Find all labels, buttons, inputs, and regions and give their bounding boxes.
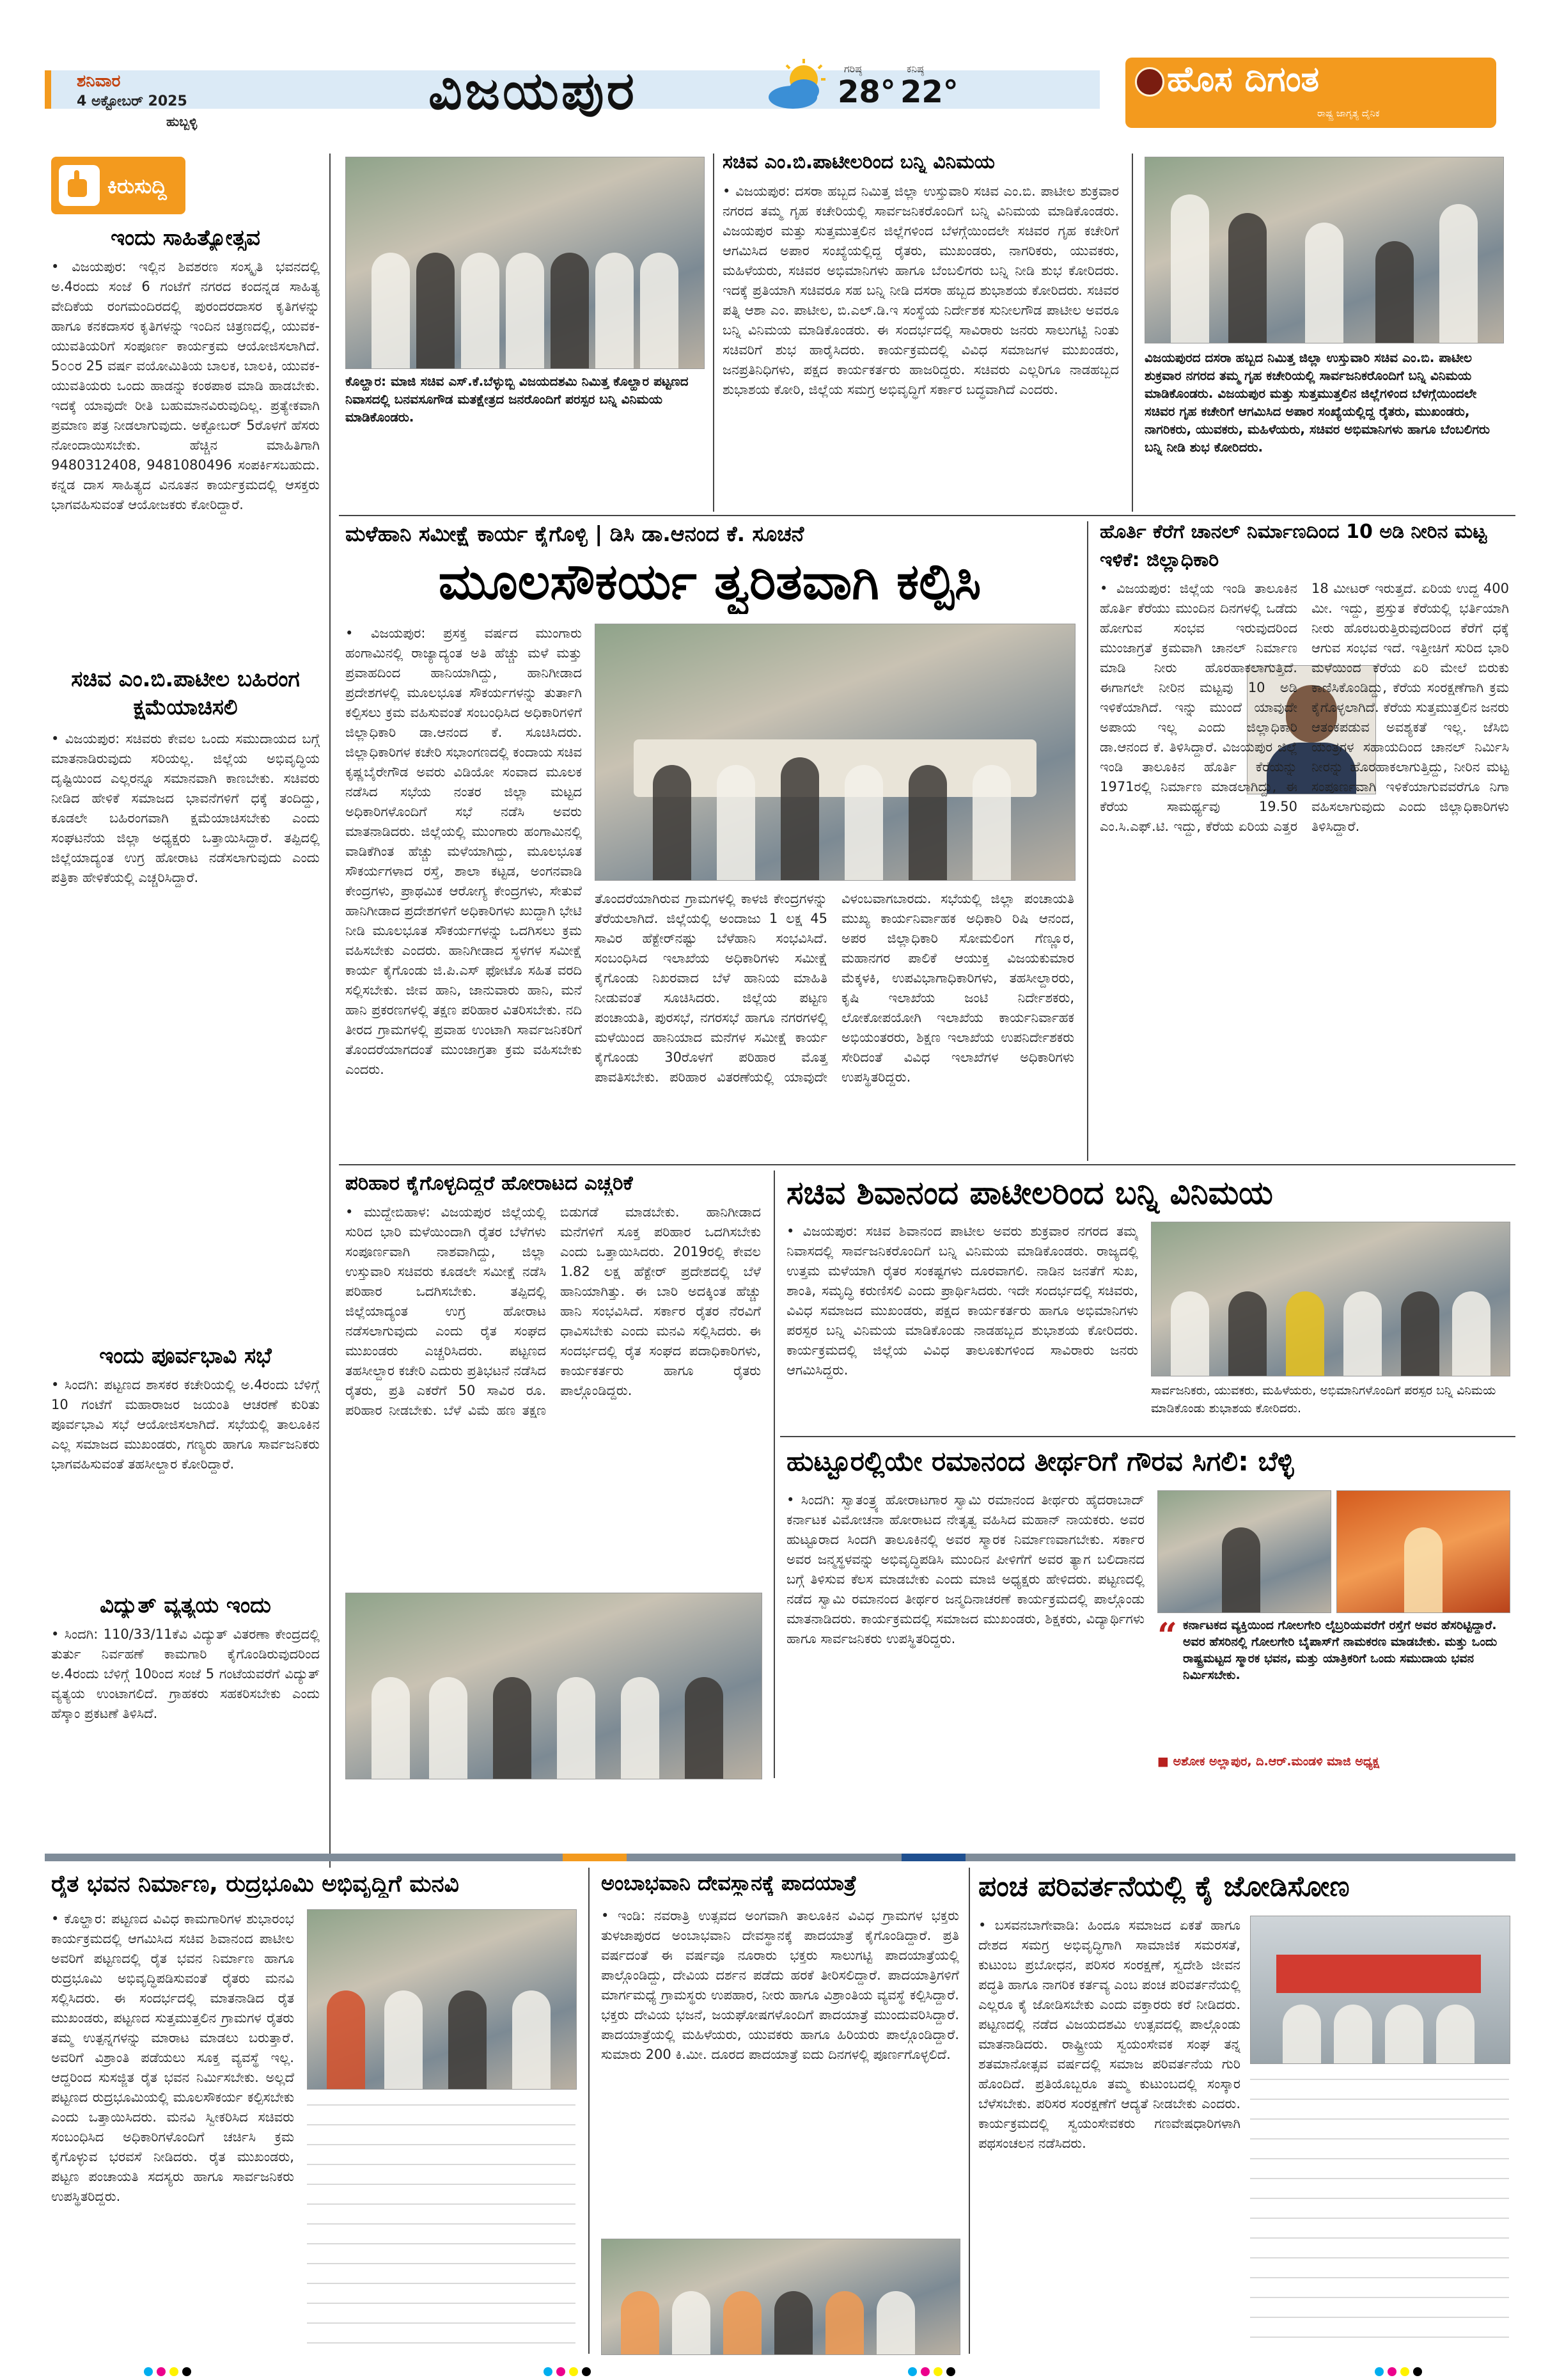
lead-body-left: • ವಿಜಯಪುರ: ಪ್ರಸಕ್ತ ವರ್ಷದ ಮುಂಗಾರು ಹಂಗಾಮಿನಲ್ಲಿ ರಾಜ್ಯಾದ್ಯಂತ ಅತಿ ಹೆಚ್ಚು ಮಳೆ ಮತ್ತು ಪ್ರವಾಹದಿಂದ ಹಾನಿಯಾಗಿದ್ದು, ಹಾನಿಗೀಡಾದ ಪ್ರದೇಶಗಳಲ್ಲಿ ಮೂಲಭೂತ ಸೌಕರ್ಯಗಳನ್ನು ತುರ್ತಾಗಿ ಕಲ್ಪಿಸಲು ಕ್ರಮ ವಹಿಸುವಂತೆ ಸಂಬಂಧಿಸಿದ ಅಧಿಕಾರಿಗಳಿಗೆ ಜಿಲ್ಲಾಧಿಕಾರಿ ಡಾ.ಆನಂದ ಕೆ. ಸೂಚಿಸಿದರು. ಜಿಲ್ಲಾಧಿಕಾರಿಗಳ ಕಚೇರಿ ಸಭಾಂಗಣದಲ್ಲಿ ಕಂದಾಯ ಸಚಿವ ಕೃಷ್ಣಬೈರೇಗೌಡ ಅವರು ವಿಡಿಯೋ ಸಂವಾದ ಮೂಲಕ ನಡೆಸಿದ ಸಭೆಯ ನಂತರ ಜಿಲ್ಲಾ ಮಟ್ಟದ ಅಧಿಕಾರಿಗಳೊಂದಿಗೆ ಸಭೆ ನಡೆಸಿ ಅವರು ಮಾತನಾಡಿದರು. ಜಿಲ್ಲೆಯಲ್ಲಿ ಮುಂಗಾರು ಹಂಗಾಮಿನಲ್ಲಿ ವಾಡಿಕೆಗಿಂತ ಹೆಚ್ಚು ಮಳೆಯಾಗಿದ್ದು, ಮೂಲಭೂತ ಸೌಕರ್ಯಗಳಾದ ರಸ್ತೆ, ಶಾಲಾ ಕಟ್ಟಡ, ಅಂಗನವಾಡಿ ಕೇಂದ್ರಗಳು, ಪ್ರಾಥಮಿಕ ಆರೋಗ್ಯ ಕೇಂದ್ರಗಳು, ಸೇತುವೆ ಹಾನಿಗೀಡಾದ ಪ್ರದೇಶಗಳಿಗೆ ಅಧಿಕಾರಿಗಳು ಖುದ್ದಾಗಿ ಭೇಟಿ ನೀಡಿ ಮೂಲಭೂತ ಸೌಕರ್ಯಗಳನ್ನು ಒದಗಿಸಲು ಕ್ರಮ ವಹಿಸಬೇಕು ಎಂದರು. ಹಾನಿಗೀಡಾದ ಸ್ಥಳಗಳ ಸಮೀಕ್ಷೆ ಕಾರ್ಯ ಕೈಗೊಂಡು ಜಿ.ಪಿ.ಎಸ್ ಫೋಟೊ ಸಹಿತ ವರದಿ ಸಲ್ಲಿಸಬೇಕು. ಜೀವ ಹಾನಿ, ಜಾನುವಾರು ಹಾನಿ, ಮನೆ ಹಾನಿ ಪ್ರಕರಣಗಳಲ್ಲಿ ತಕ್ಷಣ ಪರಿಹಾರ ವಿತರಿಸಬೇಕು. ನದಿ ತೀರದ ಗ್ರಾಮಗಳಲ್ಲಿ ಪ್ರವಾಹ ಉಂಟಾಗಿ ಸಾರ್ವಜನಿಕರಿಗೆ ತೊಂದರೆಯಾಗದಂತೆ ಮುಂಜಾಗ್ರತಾ ಕ್ರಮ ವಹಿಸಬೇಕು ಎಂದರು. xyxy=(345,626,582,1077)
column-rule-left xyxy=(329,154,331,1868)
shivananda-headline: ಸಚಿವ ಶಿವಾನಂದ ಪಾಟೀಲರಿಂದ ಬನ್ನಿ ವಿನಿಮಯ xyxy=(786,1174,1273,1211)
bottom-3-body: • ಬಸವನಬಾಗೇವಾಡಿ: ಹಿಂದೂ ಸಮಾಜದ ಏಕತೆ ಹಾಗೂ ದೇಶದ ಸಮಗ್ರ ಅಭಿವೃದ್ಧಿಗಾಗಿ ಸಾಮಾಜಿಕ ಸಮರಸತೆ, ಕುಟುಂಬ ಪ್ರಬೋಧನ, ಪರಿಸರ ಸಂರಕ್ಷಣೆ, ಸ್ವದೇಶಿ ಜೀವನ ಪದ್ಧತಿ ಹಾಗೂ ನಾಗರಿಕ ಕರ್ತವ್ಯ ಎಂಬ ಪಂಚ ಪರಿವರ್ತನೆಯಲ್ಲಿ ಎಲ್ಲರೂ ಕೈ ಜೋಡಿಸಬೇಕು ಎಂದು ವಕ್ತಾರರು ಕರೆ ನೀಡಿದರು. ಪಟ್ಟಣದಲ್ಲಿ ನಡೆದ ವಿಜಯದಶಮಿ ಉತ್ಸವದಲ್ಲಿ ಪಾಲ್ಗೊಂಡು ಮಾತನಾಡಿದರು. ರಾಷ್ಟ್ರೀಯ ಸ್ವಯಂಸೇವಕ ಸಂಘ ತನ್ನ ಶತಮಾನೋತ್ಸವ ವರ್ಷದಲ್ಲಿ ಸಮಾಜ ಪರಿವರ್ತನೆಯ ಗುರಿ ಹೊಂದಿದೆ. ಪ್ರತಿಯೊಬ್ಬರೂ ತಮ್ಮ ಕುಟುಂಬದಲ್ಲಿ ಸಂಸ್ಕಾರ ಬೆಳೆಸಬೇಕು. ಪರಿಸರ ಸಂರಕ್ಷಣೆಗೆ ಆದ್ಯತೆ ನೀಡಬೇಕು ಎಂದರು. ಕಾರ್ಯಕ್ರಮದಲ್ಲಿ ಸ್ವಯಂಸೇವಕರು ಗಣವೇಷಧಾರಿಗಳಾಗಿ ಪಥಸಂಚಲನ ನಡೆಸಿದರು. xyxy=(978,1918,1240,2151)
paper-tagline: ರಾಷ್ಟ್ರ ಜಾಗೃತ್ಯ ದೈನಿಕ xyxy=(1317,107,1380,119)
column-rule-top-2 xyxy=(1132,154,1133,512)
brief-3-body: • ಸಿಂದಗಿ: ಪಟ್ಟಣದ ಶಾಸಕರ ಕಚೇರಿಯಲ್ಲಿ ಅ.4ರಂದು ಬೆಳಿಗ್ಗೆ 10 ಗಂಟೆಗೆ ಮಹಾರಾಜರ ಜಯಂತಿ ಆಚರಣೆ ಕುರಿತು ಪೂರ್ವಭಾವಿ ಸಭೆ ಆಯೋಜಿಸಲಾಗಿದೆ. ಸಭೆಯಲ್ಲಿ ತಾಲೂಕಿನ ಎಲ್ಲ ಸಮಾಜದ ಮುಖಂಡರು, ಗಣ್ಯರು ಹಾಗೂ ಸಾರ್ವಜನಿಕರು ಭಾಗವಹಿಸುವಂತೆ ತಹಸೀಲ್ದಾರ ಕೋರಿದ್ದಾರೆ. xyxy=(51,1377,320,1472)
bottom-1-photo xyxy=(307,1909,577,2090)
brief-4-body: • ಸಿಂದಗಿ: 110/33/11ಕೆವಿ ವಿದ್ಯುತ್ ವಿತರಣಾ ಕೇಂದ್ರದಲ್ಲಿ ತುರ್ತು ನಿರ್ವಹಣೆ ಕಾಮಗಾರಿ ಕೈಗೊಂಡಿರುವುದರಿಂದ ಅ.4ರಂದು ಬೆಳಿಗ್ಗೆ 10ರಿಂದ ಸಂಜೆ 5 ಗಂಟೆಯವರೆಗೆ ವಿದ್ಯುತ್ ವ್ಯತ್ಯಯ ಉಂಟಾಗಲಿದೆ. ಗ್ರಾಹಕರು ಸಹಕರಿಸಬೇಕು ಎಂದು ಹೆಸ್ಕಾಂ ಪ್ರಕಟಣೆ ತಿಳಿಸಿದೆ. xyxy=(51,1627,320,1721)
paper-name: ಹೊಸ ದಿಗಂತ xyxy=(1167,59,1320,99)
meeting-photo xyxy=(595,624,1076,881)
ramananda-photo-speaker xyxy=(1157,1490,1331,1613)
kolhar-photo-caption: ಕೊಲ್ಹಾರ: ಮಾಜಿ ಸಚಿವ ಎಸ್.ಕೆ.ಬೆಳ್ಳುಬ್ಬಿ ವಿಜಯದಶಮಿ ನಿಮಿತ್ತ ಕೊಲ್ಹಾರ ಪಟ್ಟಣದ ನಿವಾಸದಲ್ಲಿ ಬನವಸೂಗೌಡ ಮತಕ್ಷೇತ್ರದ ಜನರೊಂದಿಗೆ ಪರಸ್ಪರ ಬನ್ನಿ ವಿನಿಮಯ ಮಾಡಿಕೊಂಡರು. xyxy=(345,374,689,425)
brief-2-body: • ವಿಜಯಪುರ: ಸಚಿವರು ಕೇವಲ ಒಂದು ಸಮುದಾಯದ ಬಗ್ಗೆ ಮಾತನಾಡಿರುವುದು ಸರಿಯಲ್ಲ. ಜಿಲ್ಲೆಯ ಅಭಿವೃದ್ಧಿಯ ದೃಷ್ಟಿಯಿಂದ ಎಲ್ಲರನ್ನೂ ಸಮಾನವಾಗಿ ಕಾಣಬೇಕು. ಸಚಿವರು ನೀಡಿದ ಹೇಳಿಕೆ ಸಮಾಜದ ಭಾವನೆಗಳಿಗೆ ಧಕ್ಕೆ ತಂದಿದ್ದು, ಕೂಡಲೇ ಬಹಿರಂಗವಾಗಿ ಕ್ಷಮೆಯಾಚಿಸಬೇಕು ಎಂದು ಸಂಘಟನೆಯ ಜಿಲ್ಲಾ ಅಧ್ಯಕ್ಷರು ಒತ್ತಾಯಿಸಿದ್ದಾರೆ. ತಪ್ಪಿದಲ್ಲಿ ಜಿಲ್ಲೆಯಾದ್ಯಂತ ಉಗ್ರ ಹೋರಾಟ ನಡೆಸಲಾಗುವುದು ಎಂದು ಪತ್ರಿಕಾ ಹೇಳಿಕೆಯಲ್ಲಿ ಎಚ್ಚರಿಸಿದ್ದಾರೆ. xyxy=(51,731,320,885)
shivananda-photo xyxy=(1151,1222,1510,1376)
masthead-orange-bar xyxy=(45,70,51,109)
rule-under-top-band xyxy=(339,515,1515,516)
masthead-edition: ಹುಬ್ಬಳ್ಳಿ xyxy=(166,114,198,129)
ramananda-photo-portrait xyxy=(1336,1490,1510,1613)
max-temp-label: ಗರಿಷ್ಠ xyxy=(844,63,862,75)
mb-patil-photo xyxy=(1145,157,1504,343)
ramananda-body: • ಸಿಂದಗಿ: ಸ್ವಾತಂತ್ರ್ಯ ಹೋರಾಟಗಾರ ಸ್ವಾಮಿ ರಮಾನಂದ ತೀರ್ಥರು ಹೈದರಾಬಾದ್ ಕರ್ನಾಟಕ ವಿಮೋಚನಾ ಹೋರಾಟದ ನೇತೃತ್ವ ವಹಿಸಿದ ಮಹಾನ್ ನಾಯಕರು. ಅವರ ಹುಟ್ಟೂರಾದ ಸಿಂದಗಿ ತಾಲೂಕಿನಲ್ಲಿ ಅವರ ಸ್ಮಾರಕ ನಿರ್ಮಾಣವಾಗಬೇಕು. ಸರ್ಕಾರ ಅವರ ಜನ್ಮಸ್ಥಳವನ್ನು ಅಭಿವೃದ್ಧಿಪಡಿಸಿ ಮುಂದಿನ ಪೀಳಿಗೆಗೆ ಅವರ ತ್ಯಾಗ ಬಲಿದಾನದ ಬಗ್ಗೆ ತಿಳಿಸುವ ಕೆಲಸ ಮಾಡಬೇಕು ಎಂದು ಮಾಜಿ ಅಧ್ಯಕ್ಷರು ಹೇಳಿದರು. ಪಟ್ಟಣದಲ್ಲಿ ನಡೆದ ಸ್ವಾಮಿ ರಮಾನಂದ ತೀರ್ಥರ ಜನ್ಮದಿನಾಚರಣೆ ಕಾರ್ಯಕ್ರಮದಲ್ಲಿ ಪಾಲ್ಗೊಂಡು ಮಾತನಾಡಿದರು. ಕಾರ್ಯಕ್ರಮದಲ್ಲಿ ಸಮಾಜದ ಮುಖಂಡರು, ಶಿಕ್ಷಕರು, ವಿದ್ಯಾರ್ಥಿಗಳು ಹಾಗೂ ಸಾರ್ವಜನಿಕರು ಉಪಸ್ಥಿತರಿದ್ದರು. xyxy=(786,1492,1145,1646)
brief-1-body: • ವಿಜಯಪುರ: ಇಲ್ಲಿನ ಶಿವಶರಣ ಸಂಸ್ಕೃತಿ ಭವನದಲ್ಲಿ ಅ.4ರಂದು ಸಂಜೆ 6 ಗಂಟೆಗೆ ನಗರದ ಕಂದನ್ನಡ ಸಾಹಿತ್ಯ ವೇದಿಕೆಯ ರಂಗಮಂದಿರದಲ್ಲಿ ಪುರಂದರದಾಸರ ಕೃತಿಗಳನ್ನು ಹಾಗೂ ಕನಕದಾಸರ ಕೃತಿಗಳನ್ನು ಇಂದಿನ ಚಿತ್ರಣದಲ್ಲಿ, ಯುವಕ-ಯುವತಿಯರಿಗೆ ಸಂಪೂರ್ಣ ಕಾರ್ಯಕ್ರಮ ಆಯೋಜಿಸಲಾಗಿದೆ. 5೦೦ರ 25 ವರ್ಷ ವಯೋಮಿತಿಯ ಬಾಲಕ, ಬಾಲಕಿ, ಯುವಕ-ಯುವತಿಯರು ಒಂದು ಹಾಡನ್ನು ಕಂಠಪಾಠ ಮಾಡಿ ಹಾಡಬೇಕು. ಇದಕ್ಕೆ ಯಾವುದೇ ರೀತಿ ಬಹುಮಾನವಿರುವುದಿಲ್ಲ. ಪ್ರತ್ಯೇಕವಾಗಿ ಪ್ರಮಾಣ ಪತ್ರ ನೀಡಲಾಗುವುದು. ಅಕ್ಟೋಬರ್ 5ರೊಳಗೆ ಹೆಸರು ನೋಂದಾಯಿಸಬೇಕು. ಹೆಚ್ಚಿನ ಮಾಹಿತಿಗಾಗಿ 9480312408, 9481080496 ಸಂಪರ್ಕಿಸಬಹುದು. ಕನ್ನಡ ದಾಸ ಸಾಹಿತ್ಯದ ವಿನೂತನ ಕಾರ್ಯಕ್ರಮದಲ್ಲಿ ಆಸಕ್ತರು ಭಾಗವಹಿಸುವಂತೆ ಆಯೋಜಕರು ಕೋರಿದ್ದಾರೆ. xyxy=(51,259,320,512)
weather-sun-cloud-icon xyxy=(764,58,834,115)
rule-under-lead xyxy=(339,1164,1515,1165)
paper-logo-emblem-icon xyxy=(1135,67,1164,97)
shivananda-photo-caption: ಸಾರ್ವಜನಿಕರು, ಯುವಕರು, ಮಹಿಳೆಯರು, ಅಭಿಮಾನಿಗಳೊಂದಿಗೆ ಪರಸ್ಪರ ಬನ್ನಿ ವಿನಿಮಯ ಮಾಡಿಕೊಂಡು ಶುಭಾಶಯ ಕೋರಿದರು. xyxy=(1151,1383,1496,1415)
bottom-3-headline: ಪಂಚ ಪರಿವರ್ತನೆಯಲ್ಲಿ ಕೈ ಜೋಡಿಸೋಣ xyxy=(978,1870,1350,1903)
column-rule-bottom-2 xyxy=(969,1868,970,2354)
lead-body-right: ತೊಂದರೆಯಾಗಿರುವ ಗ್ರಾಮಗಳಲ್ಲಿ ಕಾಳಜಿ ಕೇಂದ್ರಗಳನ್ನು ತೆರೆಯಲಾಗಿದೆ. ಜಿಲ್ಲೆಯಲ್ಲಿ ಅಂದಾಜು 1 ಲಕ್ಷ 45 ಸಾವಿರ ಹೆಕ್ಟೇರ್‌ನಷ್ಟು ಬೆಳೆಹಾನಿ ಸಂಭವಿಸಿದೆ. ಸಂಬಂಧಿಸಿದ ಇಲಾಖೆಯ ಅಧಿಕಾರಿಗಳು ಸಮೀಕ್ಷೆ ಕೈಗೊಂಡು ನಿಖರವಾದ ಬೆಳೆ ಹಾನಿಯ ಮಾಹಿತಿ ನೀಡುವಂತೆ ಸೂಚಿಸಿದರು. ಜಿಲ್ಲೆಯ ಪಟ್ಟಣ ಪಂಚಾಯತಿ, ಪುರಸಭೆ, ನಗರಸಭೆ ಹಾಗೂ ನಗರಗಳಲ್ಲಿ ಮಳೆಯಿಂದ ಹಾನಿಯಾದ ಮನೆಗಳ ಸಮೀಕ್ಷೆ ಕಾರ್ಯ ಕೈಗೊಂಡು 30ರೊಳಗೆ ಪರಿಹಾರ ಮೊತ್ತ ಪಾವತಿಸಬೇಕು. ಪರಿಹಾರ ವಿತರಣೆಯಲ್ಲಿ ಯಾವುದೇ ವಿಳಂಬವಾಗಬಾರದು. ಸಭೆಯಲ್ಲಿ ಜಿಲ್ಲಾ ಪಂಚಾಯತಿ ಮುಖ್ಯ ಕಾರ್ಯನಿರ್ವಾಹಕ ಅಧಿಕಾರಿ ರಿಷಿ ಆನಂದ, ಅಪರ ಜಿಲ್ಲಾಧಿಕಾರಿ ಸೋಮಲಿಂಗ ಗೆಣ್ಣೂರ, ಮಹಾನಗರ ಪಾಲಿಕೆ ಆಯುಕ್ತ ವಿಜಯಕುಮಾರ ಮೆಕ್ಕಳಕಿ, ಉಪವಿಭಾಗಾಧಿಕಾರಿಗಳು, ತಹಸೀಲ್ದಾರರು, ಕೃಷಿ ಇಲಾಖೆಯ ಜಂಟಿ ನಿರ್ದೇಶಕರು, ಲೋಕೋಪಯೋಗಿ ಇಲಾಖೆಯ ಕಾರ್ಯನಿರ್ವಾಹಕ ಅಭಿಯಂತರರು, ಶಿಕ್ಷಣ ಇಲಾಖೆಯ ಉಪನಿರ್ದೇಶಕರು ಸೇರಿದಂತೆ ವಿವಿಧ ಇಲಾಖೆಗಳ ಅಧಿಕಾರಿಗಳು ಉಪಸ್ಥಿತರಿದ್ದರು. xyxy=(595,891,1074,1085)
brief-3-headline: ಇಂದು ಪೂರ್ವಭಾವಿ ಸಭೆ xyxy=(99,1343,272,1369)
column-rule-bottom-1 xyxy=(588,1868,590,2354)
mb-patil-photo-caption: ವಿಜಯಪುರದ ದಸರಾ ಹಬ್ಬದ ನಿಮಿತ್ತ ಜಿಲ್ಲಾ ಉಸ್ತುವಾರಿ ಸಚಿವ ಎಂ.ಬಿ. ಪಾಟೀಲ ಶುಕ್ರವಾರ ನಗರದ ತಮ್ಮ ಗೃಹ ಕಚೇರಿಯಲ್ಲಿ ಸಾರ್ವಜನಿಕರೊಂದಿಗೆ ಬನ್ನಿ ವಿನಿಮಯ ಮಾಡಿಕೊಂಡರು. ವಿಜಯಪುರ ಮತ್ತು ಸುತ್ತಮುತ್ತಲಿನ ಜಿಲ್ಲೆಗಳಿಂದ ಬೆಳಗ್ಗೆಯಿಂದಲೇ ಸಚಿವರ ಗೃಹ ಕಚೇರಿಗೆ ಆಗಮಿಸಿದ ಅಪಾರ ಸಂಖ್ಯೆಯಲ್ಲಿದ್ದ ರೈತರು, ಮುಖಂಡರು, ನಾಗರಿಕರು, ಯುವಕರು, ಮಹಿಳೆಯರು, ಸಚಿವರ ಅಭಿಮಾನಿಗಳು ಹಾಗೂ ಬೆಂಬಲಿಗರು ಬನ್ನಿ ನೀಡಿ ಶುಭ ಕೋರಿದರು. xyxy=(1145,350,1490,455)
brief-2-headline: ಸಚಿವ ಎಂ.ಬಿ.ಪಾಟೀಲ ಬಹಿರಂಗ ಕ್ಷಮೆಯಾಚಿಸಲಿ xyxy=(71,666,300,720)
ramananda-headline: ಹುಟ್ಟೂರಲ್ಲಿಯೇ ರಮಾನಂದ ತೀರ್ಥರಿಗೆ ಗೌರವ ಸಿಗಲಿ: ಬೆಳ್ಳಿ xyxy=(786,1446,1294,1477)
quote-mark-icon: “ xyxy=(1157,1615,1178,1656)
column-rule-top-1 xyxy=(713,154,714,512)
lead-kicker: ಮಳೆಹಾನಿ ಸಮೀಕ್ಷೆ ಕಾರ್ಯ ಕೈಗೊಳ್ಳಿ | ಡಿಸಿ ಡಾ.ಆನಂದ ಕೆ. ಸೂಚನೆ xyxy=(345,521,804,546)
bottom-1-body-cont xyxy=(307,2098,575,2354)
bottom-1-headline: ರೈತ ಭವನ ನಿರ್ಮಾಣ, ರುದ್ರಭೂಮಿ ಅಭಿವೃದ್ಧಿಗೆ ಮನವಿ xyxy=(51,1871,459,1897)
mb-patil-body: • ವಿಜಯಪುರ: ದಸರಾ ಹಬ್ಬದ ನಿಮಿತ್ತ ಜಿಲ್ಲಾ ಉಸ್ತುವಾರಿ ಸಚಿವ ಎಂ.ಬಿ. ಪಾಟೀಲ ಶುಕ್ರವಾರ ನಗರದ ತಮ್ಮ ಗೃಹ ಕಚೇರಿಯಲ್ಲಿ ಸಾರ್ವಜನಿಕರೊಂದಿಗೆ ಬನ್ನಿ ವಿನಿಮಯ ಮಾಡಿಕೊಂಡರು. ವಿಜಯಪುರ ಮತ್ತು ಸುತ್ತಮುತ್ತಲಿನ ಜಿಲ್ಲೆಗಳಿಂದ ಬೆಳಗ್ಗೆಯಿಂದಲೇ ಸಚಿವರ ಗೃಹ ಕಚೇರಿಗೆ ಆಗಮಿಸಿದ ಅಪಾರ ಸಂಖ್ಯೆಯಲ್ಲಿದ್ದ ರೈತರು, ಮುಖಂಡರು, ನಾಗರಿಕರು, ಯುವಕರು, ಮಹಿಳೆಯರು, ಸಚಿವರ ಅಭಿಮಾನಿಗಳು ಹಾಗೂ ಬೆಂಬಲಿಗರು ಬನ್ನಿ ನೀಡಿ ಶುಭ ಕೋರಿದರು. ಇದಕ್ಕೆ ಪ್ರತಿಯಾಗಿ ಸಚಿವರೂ ಸಹ ಬನ್ನಿ ನೀಡಿ ದಸರಾ ಹಬ್ಬದ ಶುಭಾಶಯ ಕೋರಿದರು. ಸಚಿವರ ಪತ್ನಿ ಆಶಾ ಎಂ. ಪಾಟೀಲ, ಬಿ.ಎಲ್.ಡಿ.ಇ ಸಂಸ್ಥೆಯ ನಿರ್ದೇಶಕ ಸುನೀಲಗೌಡ ಪಾಟೀಲ ಅವರೂ ಬನ್ನಿ ವಿನಿಮಯ ಮಾಡಿಕೊಂಡರು. ಈ ಸಂದರ್ಭದಲ್ಲಿ ಸಾವಿರಾರು ಜನರು ಸಾಲುಗಟ್ಟಿ ನಿಂತು ಸಚಿವರಿಗೆ ಶುಭ ಹಾರೈಸಿದರು. ಕಾರ್ಯಕ್ರಮದಲ್ಲಿ ವಿವಿಧ ಸಮಾಜಗಳ ಮುಖಂಡರು, ಜನಪ್ರತಿನಿಧಿಗಳು, ಪಕ್ಷದ ಕಾರ್ಯಕರ್ತರು ಹಾಜರಿದ್ದರು. ಸಚಿವರು ಎಲ್ಲರಿಗೂ ನಾಡಹಬ್ಬದ ಶುಭಾಶಯ ಕೋರಿ, ಜಿಲ್ಲೆಯ ಸಮಗ್ರ ಅಭಿವೃದ್ಧಿಗೆ ಸರ್ಕಾರ ಬದ್ಧವಾಗಿದೆ ಎಂದರು. xyxy=(723,184,1119,397)
protest-body: • ಮುದ್ದೇಬಿಹಾಳ: ವಿಜಯಪುರ ಜಿಲ್ಲೆಯಲ್ಲಿ ಸುರಿದ ಭಾರಿ ಮಳೆಯಿಂದಾಗಿ ರೈತರ ಬೆಳೆಗಳು ಸಂಪೂರ್ಣವಾಗಿ ನಾಶವಾಗಿದ್ದು, ಜಿಲ್ಲಾ ಉಸ್ತುವಾರಿ ಸಚಿವರು ಕೂಡಲೇ ಸಮೀಕ್ಷೆ ನಡೆಸಿ ಪರಿಹಾರ ಒದಗಿಸಬೇಕು. ತಪ್ಪಿದಲ್ಲಿ ಜಿಲ್ಲೆಯಾದ್ಯಂತ ಉಗ್ರ ಹೋರಾಟ ನಡೆಸಲಾಗುವುದು ಎಂದು ರೈತ ಸಂಘದ ಮುಖಂಡರು ಎಚ್ಚರಿಸಿದರು. ಪಟ್ಟಣದ ತಹಸೀಲ್ದಾರ ಕಚೇರಿ ಎದುರು ಪ್ರತಿಭಟನೆ ನಡೆಸಿದ ರೈತರು, ಪ್ರತಿ ಎಕರೆಗೆ 50 ಸಾವಿರ ರೂ. ಪರಿಹಾರ ನೀಡಬೇಕು. ಬೆಳೆ ವಿಮೆ ಹಣ ತಕ್ಷಣ ಬಿಡುಗಡೆ ಮಾಡಬೇಕು. ಹಾನಿಗೀಡಾದ ಮನೆಗಳಿಗೆ ಸೂಕ್ತ ಪರಿಹಾರ ಒದಗಿಸಬೇಕು ಎಂದು ಒತ್ತಾಯಿಸಿದರು. 2019ರಲ್ಲಿ ಕೇವಲ 1.82 ಲಕ್ಷ ಹೆಕ್ಟೇರ್ ಪ್ರದೇಶದಲ್ಲಿ ಬೆಳೆ ಹಾನಿಯಾಗಿತ್ತು. ಈ ಬಾರಿ ಅದಕ್ಕಿಂತ ಹೆಚ್ಚು ಹಾನಿ ಸಂಭವಿಸಿದೆ. ಸರ್ಕಾರ ರೈತರ ನೆರವಿಗೆ ಧಾವಿಸಬೇಕು ಎಂದು ಮನವಿ ಸಲ್ಲಿಸಿದರು. ಈ ಸಂದರ್ಭದಲ್ಲಿ ರೈತ ಸಂಘದ ಪದಾಧಿಕಾರಿಗಳು, ಕಾರ್ಯಕರ್ತರು ಹಾಗೂ ರೈತರು ಪಾಲ್ಗೊಂಡಿದ್ದರು. xyxy=(345,1204,761,1418)
registration-marks-mid xyxy=(908,2367,955,2376)
registration-marks-center xyxy=(544,2367,591,2376)
mb-patil-headline: ಸಚಿವ ಎಂ.ಬಿ.ಪಾಟೀಲರಿಂದ ಬನ್ನಿ ವಿನಿಮಯ xyxy=(723,151,995,173)
lead-headline: ಮೂಲಸೌಕರ್ಯ ತ್ವರಿತವಾಗಿ ಕಲ್ಪಿಸಿ xyxy=(438,553,982,611)
bottom-1-body: • ಕೊಲ್ಹಾರ: ಪಟ್ಟಣದ ವಿವಿಧ ಕಾಮಗಾರಿಗಳ ಶುಭಾರಂಭ ಕಾರ್ಯಕ್ರಮದಲ್ಲಿ ಆಗಮಿಸಿದ ಸಚಿವ ಶಿವಾನಂದ ಪಾಟೀಲ ಅವರಿಗೆ ಪಟ್ಟಣದಲ್ಲಿ ರೈತ ಭವನ ನಿರ್ಮಾಣ ಹಾಗೂ ರುದ್ರಭೂಮಿ ಅಭಿವೃದ್ಧಿಪಡಿಸುವಂತೆ ರೈತರು ಮನವಿ ಸಲ್ಲಿಸಿದರು. ಈ ಸಂದರ್ಭದಲ್ಲಿ ಮಾತನಾಡಿದ ರೈತ ಮುಖಂಡರು, ಪಟ್ಟಣದ ಸುತ್ತಮುತ್ತಲಿನ ಗ್ರಾಮಗಳ ರೈತರು ತಮ್ಮ ಉತ್ಪನ್ನಗಳನ್ನು ಮಾರಾಟ ಮಾಡಲು ಬರುತ್ತಾರೆ. ಅವರಿಗೆ ವಿಶ್ರಾಂತಿ ಪಡೆಯಲು ಸೂಕ್ತ ವ್ಯವಸ್ಥೆ ಇಲ್ಲ. ಆದ್ದರಿಂದ ಸುಸಜ್ಜಿತ ರೈತ ಭವನ ನಿರ್ಮಿಸಬೇಕು. ಅಲ್ಲದೆ ಪಟ್ಟಣದ ರುದ್ರಭೂಮಿಯಲ್ಲಿ ಮೂಲಸೌಕರ್ಯ ಕಲ್ಪಿಸಬೇಕು ಎಂದು ಒತ್ತಾಯಿಸಿದರು. ಮನವಿ ಸ್ವೀಕರಿಸಿದ ಸಚಿವರು ಸಂಬಂಧಿಸಿದ ಅಧಿಕಾರಿಗಳೊಂದಿಗೆ ಚರ್ಚಿಸಿ ಕ್ರಮ ಕೈಗೊಳ್ಳುವ ಭರವಸೆ ನೀಡಿದರು. ರೈತ ಮುಖಂಡರು, ಪಟ್ಟಣ ಪಂಚಾಯತಿ ಸದಸ್ಯರು ಹಾಗೂ ಸಾರ್ವಜನಿಕರು ಉಪಸ್ಥಿತರಿದ್ದರು. xyxy=(51,1911,294,2204)
rule-under-shivananda xyxy=(780,1436,1515,1437)
dam-body: • ವಿಜಯಪುರ: ಜಿಲ್ಲೆಯ ಇಂಡಿ ತಾಲೂಕಿನ ಹೊರ್ತಿ ಕೆರೆಯು ಮುಂದಿನ ದಿನಗಳಲ್ಲಿ ಒಡೆದು ಹೋಗುವ ಸಂಭವ ಇರುವುದರಿಂದ ಮುಂಜಾಗ್ರತೆ ಕ್ರಮವಾಗಿ ಚಾನಲ್ ನಿರ್ಮಾಣ ಮಾಡಿ ನೀರು ಹೊರಹಾಕಲಾಗುತ್ತಿದೆ. ಈಗಾಗಲೇ ನೀರಿನ ಮಟ್ಟವು 10 ಅಡಿ ಇಳಿಕೆಯಾಗಿದೆ. ಇನ್ನು ಮುಂದೆ ಯಾವುದೇ ಅಪಾಯ ಇಲ್ಲ ಎಂದು ಜಿಲ್ಲಾಧಿಕಾರಿ ಡಾ.ಆನಂದ ಕೆ. ತಿಳಿಸಿದ್ದಾರೆ. ವಿಜಯಪುರ ಜಿಲ್ಲೆ ಇಂಡಿ ತಾಲೂಕಿನ ಹೊರ್ತಿ ಕೆರೆಯನ್ನು 1971ರಲ್ಲಿ ನಿರ್ಮಾಣ ಮಾಡಲಾಗಿದ್ದು, ಈ ಕೆರೆಯ ಸಾಮರ್ಥ್ಯವು 19.50 ಎಂ.ಸಿ.ಎಫ್.ಟಿ. ಇದ್ದು, ಕೆರೆಯ ಏರಿಯ ಎತ್ತರ 18 ಮೀಟರ್ ಇರುತ್ತದೆ. ಏರಿಯ ಉದ್ದ 400 ಮೀ. ಇದ್ದು, ಪ್ರಸ್ತುತ ಕೆರೆಯಲ್ಲಿ ಭರ್ತಿಯಾಗಿ ನೀರು ಹೊರಬರುತ್ತಿರುವುದರಿಂದ ಕೆರೆಗೆ ಧಕ್ಕೆ ಆಗುವ ಸಂಭವ ಇದೆ. ಇತ್ತೀಚಿಗೆ ಸುರಿದ ಭಾರಿ ಮಳೆಯಿಂದ ಕೆರೆಯ ಏರಿ ಮೇಲೆ ಬಿರುಕು ಕಾಣಿಸಿಕೊಂಡಿದ್ದು, ಕೆರೆಯ ಸಂರಕ್ಷಣೆಗಾಗಿ ಕ್ರಮ ಕೈಗೊಳ್ಳಲಾಗಿದೆ. ಕೆರೆಯ ಸುತ್ತಮುತ್ತಲಿನ ಜನರು ಆತಂಕಪಡುವ ಅವಶ್ಯಕತೆ ಇಲ್ಲ. ಜೆಸಿಬಿ ಯಂತ್ರಗಳ ಸಹಾಯದಿಂದ ಚಾನಲ್ ನಿರ್ಮಿಸಿ ನೀರನ್ನು ಹೊರಹಾಕಲಾಗುತ್ತಿದ್ದು, ನೀರಿನ ಮಟ್ಟ ಸಂಪೂರ್ಣವಾಗಿ ಇಳಿಕೆಯಾಗುವವರೆಗೂ ನಿಗಾ ವಹಿಸಲಾಗುವುದು ಎಂದು ಜಿಲ್ಲಾಧಿಕಾರಿಗಳು ತಿಳಿಸಿದ್ದಾರೆ. xyxy=(1100,581,1509,834)
kolhar-photo xyxy=(345,157,705,369)
bottom-3-body-cont xyxy=(1250,2072,1509,2354)
bottom-2-headline: ಅಂಬಾಭವಾನಿ ದೇವಸ್ಥಾನಕ್ಕೆ ಪಾದಯಾತ್ರೆ xyxy=(601,1871,857,1895)
bottom-2-body: • ಇಂಡಿ: ನವರಾತ್ರಿ ಉತ್ಸವದ ಅಂಗವಾಗಿ ತಾಲೂಕಿನ ವಿವಿಧ ಗ್ರಾಮಗಳ ಭಕ್ತರು ತುಳಜಾಪುರದ ಅಂಬಾಭವಾನಿ ದೇವಸ್ಥಾನಕ್ಕೆ ಪಾದಯಾತ್ರೆ ಕೈಗೊಂಡಿದ್ದಾರೆ. ಪ್ರತಿ ವರ್ಷದಂತೆ ಈ ವರ್ಷವೂ ನೂರಾರು ಭಕ್ತರು ಸಾಲುಗಟ್ಟಿ ಪಾದಯಾತ್ರೆಯಲ್ಲಿ ಪಾಲ್ಗೊಂಡಿದ್ದು, ದೇವಿಯ ದರ್ಶನ ಪಡೆದು ಹರಕೆ ತೀರಿಸಲಿದ್ದಾರೆ. ಪಾದಯಾತ್ರಿಗಳಿಗೆ ಮಾರ್ಗಮಧ್ಯೆ ಗ್ರಾಮಸ್ಥರು ಉಪಹಾರ, ನೀರು ಹಾಗೂ ವಿಶ್ರಾಂತಿಯ ವ್ಯವಸ್ಥೆ ಕಲ್ಪಿಸಿದ್ದಾರೆ. ಭಕ್ತರು ದೇವಿಯ ಭಜನೆ, ಜಯಘೋಷಗಳೊಂದಿಗೆ ಪಾದಯಾತ್ರೆ ಮುಂದುವರಿಸಿದ್ದಾರೆ. ಪಾದಯಾತ್ರೆಯಲ್ಲಿ ಮಹಿಳೆಯರು, ಯುವಕರು ಹಾಗೂ ಹಿರಿಯರು ಪಾಲ್ಗೊಂಡಿದ್ದಾರೆ. ಸುಮಾರು 200 ಕಿ.ಮೀ. ದೂರದ ಪಾದಯಾತ್ರೆ ಐದು ದಿನಗಳಲ್ಲಿ ಪೂರ್ಣಗೊಳ್ಳಲಿದೆ. xyxy=(601,1908,959,2062)
protest-headline: ಪರಿಹಾರ ಕೈಗೊಳ್ಳದಿದ್ದರೆ ಹೋರಾಟದ ಎಚ್ಚರಿಕೆ xyxy=(345,1172,633,1195)
registration-marks-left xyxy=(144,2367,191,2376)
bottom-divider-accent-2 xyxy=(902,1854,966,1861)
protest-photo xyxy=(345,1593,762,1779)
brief-4-headline: ವಿದ್ಯುತ್ ವ್ಯತ್ಯಯ ಇಂದು xyxy=(100,1593,271,1618)
kirusuddi-label: ಕಿರುಸುದ್ದಿ xyxy=(107,174,167,198)
max-temp: 28° xyxy=(838,74,896,110)
bottom-2-photo xyxy=(601,2239,960,2355)
pointing-hand-icon xyxy=(59,165,100,206)
masthead-date: 4 ಅಕ್ಟೋಬರ್ 2025 xyxy=(77,93,187,109)
ramananda-attribution: ■ ಅಶೋಕ ಅಲ್ಲಾಪುರ, ದಿ.ಆರ್.ಮಂಡಳಿ ಮಾಜಿ ಅಧ್ಯಕ್ಷ xyxy=(1157,1754,1380,1769)
city-title: ವಿಜಯಪುರ xyxy=(428,61,637,122)
registration-marks-right xyxy=(1375,2367,1422,2376)
min-temp: 22° xyxy=(900,74,958,110)
brief-1-headline: ಇಂದು ಸಾಹಿತ್ಯೋತ್ಸವ xyxy=(111,225,260,251)
dam-headline: ಹೊರ್ತಿ ಕೆರೆಗೆ ಚಾನಲ್ ನಿರ್ಮಾಣದಿಂದ 10 ಅಡಿ ನೀರಿನ ಮಟ್ಟ ಇಳಿಕೆ: ಜಿಲ್ಲಾಧಿಕಾರಿ xyxy=(1100,521,1487,571)
bottom-divider-bar xyxy=(45,1854,1515,1861)
masthead-day: ಶನಿವಾರ xyxy=(77,72,121,91)
column-rule-mid xyxy=(774,1170,775,1778)
bottom-divider-accent-1 xyxy=(563,1854,627,1861)
bottom-3-photo xyxy=(1250,1916,1510,2064)
shivananda-body: • ವಿಜಯಪುರ: ಸಚಿವ ಶಿವಾನಂದ ಪಾಟೀಲ ಅವರು ಶುಕ್ರವಾರ ನಗರದ ತಮ್ಮ ನಿವಾಸದಲ್ಲಿ ಸಾರ್ವಜನಿಕರೊಂದಿಗೆ ಬನ್ನಿ ವಿನಿಮಯ ಮಾಡಿಕೊಂಡರು. ರಾಜ್ಯದಲ್ಲಿ ಉತ್ತಮ ಮಳೆಯಾಗಿ ರೈತರ ಸಂಕಷ್ಟಗಳು ದೂರವಾಗಲಿ. ನಾಡಿನ ಜನತೆಗೆ ಸುಖ, ಶಾಂತಿ, ಸಮೃದ್ಧಿ ಕರುಣಿಸಲಿ ಎಂದು ಪ್ರಾರ್ಥಿಸಿದರು. ಇದೇ ಸಂದರ್ಭದಲ್ಲಿ ಸಚಿವರು, ವಿವಿಧ ಸಮಾಜದ ಮುಖಂಡರು, ಪಕ್ಷದ ಕಾರ್ಯಕರ್ತರು ಹಾಗೂ ಅಭಿಮಾನಿಗಳು ಪರಸ್ಪರ ಬನ್ನಿ ವಿನಿಮಯ ಮಾಡಿಕೊಂಡು ನಾಡಹಬ್ಬದ ಶುಭಾಶಯ ಕೋರಿದರು. ಕಾರ್ಯಕ್ರಮದಲ್ಲಿ ಜಿಲ್ಲೆಯ ವಿವಿಧ ತಾಲೂಕುಗಳಿಂದ ಸಾವಿರಾರು ಜನರು ಆಗಮಿಸಿದ್ದರು. xyxy=(786,1224,1138,1378)
ramananda-quote: ಕರ್ನಾಟಕದ ವ್ಯಕ್ತಿಯಿಂದ ಗೋಲಗೇರಿ ಲೈಬ್ರರಿಯವರೆಗೆ ರಸ್ತೆಗೆ ಅವರ ಹೆಸರಿಟ್ಟಿದ್ದಾರೆ. ಅವರ ಹೆಸರಿನಲ್ಲಿ ಗೋಲಗೇರಿ ಬೈಪಾಸ್‌ಗೆ ನಾಮಕರಣ ಮಾಡಬೇಕು. ಮತ್ತು ಒಂದು ರಾಷ್ಟ್ರಮಟ್ಟದ ಸ್ಮಾರಕ ಭವನ, ಮತ್ತು ಯಾತ್ರಿಕರಿಗೆ ಒಂದು ಸಮುದಾಯ ಭವನ ನಿರ್ಮಿಸಬೇಕು. xyxy=(1183,1618,1498,1682)
min-temp-label: ಕನಿಷ್ಠ xyxy=(907,63,924,75)
column-rule-lead xyxy=(1087,521,1088,1161)
